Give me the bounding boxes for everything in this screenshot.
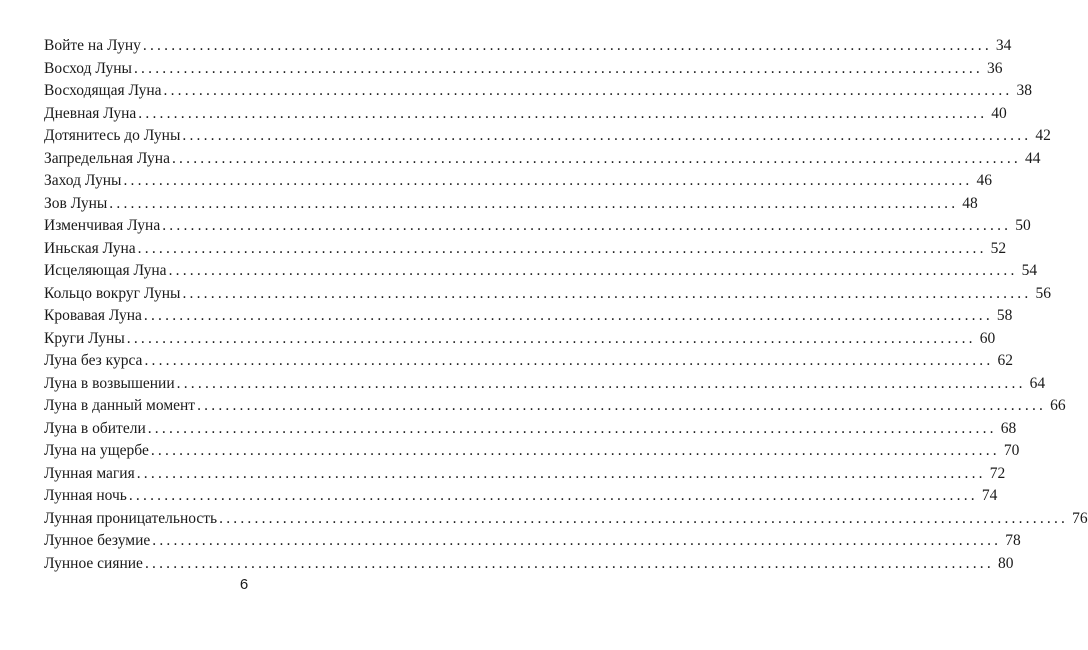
dot-leader: ........................................................................................................................ (126, 329, 976, 347)
toc-entry-page: 50 (1015, 217, 1031, 234)
toc-entry-title: Круги Луны (44, 329, 125, 347)
toc-entry-title: Дневная Луна (44, 104, 137, 122)
dot-leader: ........................................................................................................................ (176, 374, 1026, 392)
toc-entry-page: 70 (1003, 442, 1020, 459)
toc-entry-page: 44 (1024, 149, 1041, 167)
toc-entry-title: Луна в обители (44, 419, 146, 437)
toc-entry (44, 530, 1021, 553)
toc-entry-title: Лунное сияние (44, 554, 143, 572)
toc-entry (44, 328, 996, 351)
dot-leader: ........................................................................................................................ (171, 149, 1021, 167)
toc-entry (44, 238, 1007, 261)
toc-entry (44, 260, 1038, 283)
dot-leader: ........................................................................................................................ (147, 419, 997, 437)
toc-entry-title: Лунное безумие (44, 532, 151, 549)
toc-entry-page: 74 (981, 487, 998, 504)
dot-leader: ........................................................................................................................ (162, 217, 1012, 234)
dot-leader: ........................................................................................................................ (109, 194, 959, 212)
toc-entry-title: Кровавая Луна (44, 307, 142, 324)
toc-entry-title: Луна без курса (44, 352, 143, 369)
toc-entry-title: Восходящая Луна (44, 82, 162, 99)
toc-entry-title: Заход Луны (44, 172, 122, 189)
toc-entry-page: 68 (1000, 419, 1017, 437)
page-number: 6 (239, 576, 249, 593)
dot-leader: ........................................................................................................................ (137, 239, 987, 257)
dot-leader: ........................................................................................................................ (219, 509, 1069, 527)
toc-entry-page: 72 (989, 464, 1006, 482)
dot-leader: ........................................................................................................................ (143, 307, 993, 324)
toc-entry-page: 34 (995, 37, 1012, 54)
toc-entry-page: 52 (990, 239, 1007, 257)
toc-entry-title: Лунная магия (44, 464, 135, 482)
toc-entry (44, 553, 1014, 576)
toc-entry-title: Лунная проницательность (44, 509, 218, 527)
toc-entry (44, 170, 992, 193)
toc-entry-title: Изменчивая Луна (44, 217, 161, 234)
toc-entry-page: 54 (1021, 262, 1038, 279)
toc-entry (44, 440, 1020, 463)
toc-entry-page: 66 (1050, 397, 1066, 414)
dot-leader: ........................................................................................................................ (163, 82, 1013, 99)
table-of-contents (44, 35, 1088, 575)
toc-entry (44, 373, 1046, 396)
toc-entry (44, 80, 1032, 103)
dot-leader: ........................................................................................................................ (144, 554, 994, 572)
toc-entry (44, 395, 1066, 418)
toc-entry-page: 60 (979, 329, 996, 347)
toc-entry-page: 40 (991, 104, 1007, 122)
toc-entry (44, 35, 1012, 58)
toc-entry-title: Исцеляющая Луна (44, 262, 167, 279)
toc-entry-page: 62 (997, 352, 1013, 369)
dot-leader: ........................................................................................................................ (197, 397, 1047, 414)
toc-entry-page: 38 (1016, 82, 1032, 99)
dot-leader: ........................................................................................................................ (182, 284, 1032, 302)
toc-entry (44, 58, 1003, 81)
toc-entry (44, 283, 1051, 306)
toc-entry (44, 125, 1051, 148)
toc-entry-page: 78 (1005, 532, 1021, 549)
toc-entry (44, 350, 1013, 373)
toc-entry (44, 103, 1007, 126)
dot-leader: ........................................................................................................................ (144, 352, 994, 369)
dot-leader: ........................................................................................................................ (150, 442, 1000, 459)
toc-entry (44, 148, 1041, 171)
toc-entry-page: 58 (996, 307, 1013, 324)
toc-entry-page: 64 (1029, 374, 1046, 392)
dot-leader: ........................................................................................................................ (142, 37, 992, 54)
dot-leader: ........................................................................................................................ (133, 59, 983, 77)
toc-entry-title: Луна на ущербе (44, 442, 149, 459)
toc-entry-page: 42 (1035, 127, 1051, 144)
dot-leader: ........................................................................................................................ (182, 127, 1032, 144)
dot-leader: ........................................................................................................................ (128, 487, 978, 504)
toc-entry (44, 508, 1088, 531)
toc-entry-title: Восход Луны (44, 59, 132, 77)
toc-entry-title: Иньская Луна (44, 239, 136, 257)
toc-entry (44, 485, 998, 508)
toc-entry-title: Лунная ночь (44, 487, 127, 504)
toc-entry (44, 193, 978, 216)
toc-entry-page: 56 (1035, 284, 1051, 302)
toc-entry-title: Дотянитесь до Луны (44, 127, 181, 144)
toc-entry-page: 80 (997, 554, 1014, 572)
toc-entry-page: 76 (1072, 509, 1088, 527)
dot-leader: ........................................................................................................................ (168, 262, 1018, 279)
toc-entry-page: 46 (976, 172, 992, 189)
toc-entry (44, 215, 1031, 238)
dot-leader: ........................................................................................................................ (152, 532, 1002, 549)
toc-entry-title: Войте на Луну (44, 37, 141, 54)
toc-entry (44, 305, 1013, 328)
toc-entry-title: Луна в возвышении (44, 374, 175, 392)
dot-leader: ........................................................................................................................ (123, 172, 973, 189)
toc-entry-page: 36 (986, 59, 1003, 77)
dot-leader: ........................................................................................................................ (136, 464, 986, 482)
toc-entry (44, 463, 1006, 486)
dot-leader: ........................................................................................................................ (138, 104, 988, 122)
toc-entry (44, 418, 1017, 441)
toc-entry-title: Луна в данный момент (44, 397, 196, 414)
toc-entry-title: Зов Луны (44, 194, 108, 212)
toc-entry-title: Кольцо вокруг Луны (44, 284, 181, 302)
toc-entry-title: Запредельная Луна (44, 149, 170, 167)
toc-entry-page: 48 (962, 194, 978, 212)
